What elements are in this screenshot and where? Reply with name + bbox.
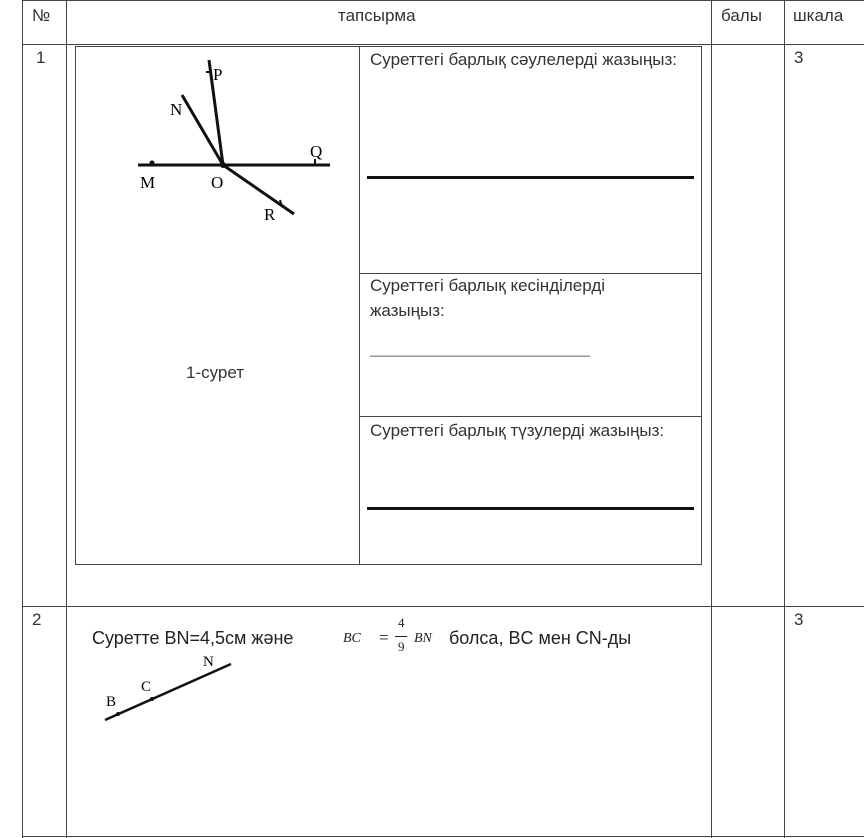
- label-C: C: [141, 679, 152, 695]
- fraction-bar: [395, 636, 407, 637]
- label-M: M: [140, 173, 156, 192]
- label-N2: N: [203, 654, 214, 670]
- label-Q: Q: [310, 142, 323, 161]
- inner-sep-2: [359, 416, 702, 417]
- row2-bottom-border: [22, 836, 864, 837]
- point-C: [150, 697, 154, 701]
- label-O: O: [211, 173, 224, 192]
- question-rays: Суреттегі барлық сәулелерді жазыңыз:: [370, 50, 677, 69]
- segment-BN: [105, 664, 231, 720]
- task-2-text-before: Суретте BN=4,5см және: [92, 628, 294, 648]
- point-M: [150, 161, 155, 166]
- formula-lhs: BC: [343, 631, 361, 646]
- label-N: N: [170, 100, 183, 119]
- formula-eq: =: [379, 628, 389, 647]
- answer-line-rays: [367, 176, 694, 179]
- row1-scale: 3: [794, 48, 804, 67]
- num-col-border: [66, 0, 67, 838]
- formula-var: BN: [414, 631, 432, 646]
- row2-scale: 3: [794, 610, 804, 629]
- table-left-border: [22, 0, 23, 838]
- inner-mid: [359, 46, 360, 565]
- figure-1-rays: [120, 50, 350, 240]
- task-col-border: [711, 0, 712, 838]
- task-2-text-after: болса, BC мен CN-ды: [449, 628, 632, 648]
- header-bottom-border: [22, 44, 864, 45]
- label-B: B: [106, 694, 117, 710]
- answer-line-segments: ________________________________: [370, 343, 590, 357]
- answer-line-lines: [367, 507, 694, 510]
- label-P: P: [213, 65, 223, 84]
- header-scale: шкала: [793, 6, 844, 25]
- header-task: тапсырма: [338, 6, 416, 25]
- figure-1-caption: 1-сурет: [186, 363, 245, 382]
- question-lines: Суреттегі барлық түзулерді жазыңыз:: [370, 421, 665, 440]
- header-score: балы: [721, 6, 762, 25]
- row1-bottom-border: [22, 606, 864, 607]
- row2-num: 2: [32, 610, 42, 629]
- formula-denominator: 9: [398, 639, 405, 654]
- table-top-border: [22, 0, 864, 1]
- point-O: [220, 162, 226, 168]
- label-R: R: [264, 205, 276, 224]
- score-col-border: [784, 0, 785, 838]
- point-B: [116, 712, 120, 716]
- inner-left: [75, 46, 76, 565]
- formula-numerator: 4: [398, 615, 405, 630]
- inner-bottom: [75, 564, 702, 565]
- row1-num: 1: [36, 48, 46, 67]
- header-num: №: [32, 6, 51, 25]
- question-segments: Суреттегі барлық кесінділерді жазыңыз:: [370, 276, 606, 320]
- figure-2-segment: [95, 648, 245, 728]
- inner-right: [701, 46, 702, 565]
- ray-OR: [223, 165, 294, 214]
